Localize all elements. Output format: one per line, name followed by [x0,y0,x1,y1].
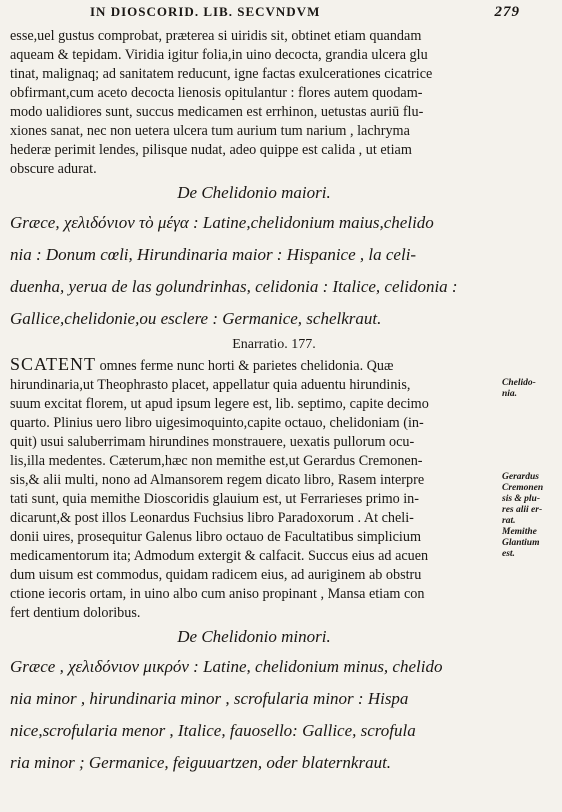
text-line: xiones sanat, nec non uetera ulcera tum aurium tum narium , lachryma [10,123,410,139]
names-line: nice,scrofularia menor , Italice, fauosello: Gallice, scrofula [10,721,416,740]
text-line: tati sunt, quia memithe Dioscoridis glauium est, ut Ferrarieses primo in- [10,491,419,507]
text-line: obfirmant,cum aceto decocta lienosis opitulantur : flores autem quodam- [10,85,423,101]
text-line: quarto. Plinius uero libro uigesimoquinto,capite octauo, chelidoniam (in- [10,415,424,431]
initial-word: SCATENT [10,355,97,374]
text-line: donii uires, prosequitur Galenus libro octauo de Facultatibus simplicium [10,529,421,545]
text-line: dum uisum est commodus, quidam radicem eius, ad auriginem ab obstru [10,567,422,583]
names-block-minori [10,651,498,779]
text-line: quit) usui saluberrimam hirundines monstrauere, uexatis pullorum ocu- [10,434,415,450]
text-line: medicamentorum ita; Admodum extergit & calfacit. Succus eius ad acuen [10,548,429,564]
text-line: dicarunt,& post illos Leonardus Fuchsius libro Paradoxorum . At cheli- [10,510,414,526]
section-heading-maiori: De Chelidonio maiori. [177,183,331,202]
names-block-maiori [10,207,498,335]
paragraph-1 [10,27,498,179]
main-column [10,27,498,779]
text-line: obscure adurat. [10,161,97,177]
text-line: hederæ perimit lendes, pilisque nudat, adeo quippe est calida , ut etiam [10,142,412,158]
text-line: modo ualidiores sunt, succus medicamen est errhinon, uetustas auriū flu- [10,104,424,120]
text-line: sis,& alii multi, nono ad Almansorem regem dicato libro, Rasem interpre [10,472,425,488]
names-line: Græce, χελιδόνιον τὸ μέγα : Latine,chelidonium maius,chelido [10,213,434,232]
section-heading-minori: De Chelidonio minori. [177,627,331,646]
text-line: aqueam & tepidam. Viridia igitur folia,in uino decocta, grandia ulcera glu [10,47,428,63]
first-line-rest: omnes ferme nunc horti & parietes chelidonia. Quæ [96,358,394,374]
margin-note-gerardus: Gerardus Cremonen sis & plu- res alii er- rat. Memithe Glantium est. [502,472,544,559]
text-line: ctione iecoris ortam, in uino albo cum aniso propinant , Mansa etiam con [10,586,425,602]
margin-note-chelidonia: Chelido- nia. [502,378,536,399]
text-line: lis,illa medentes. Cæterum,hæc non memithe est,ut Gerardus Cremonen- [10,453,423,469]
text-line [10,355,498,376]
text-line: esse,uel gustus comprobat, præterea si uiridis sit, obtinet etiam quandam [10,28,422,44]
text-line: hirundinaria,ut Theophrasto placet, appellatur quia aduentu hirundinis, [10,377,411,393]
running-title: IN DIOSCORID. LIB. SECVNDVM [90,4,321,19]
text-line: tinat, malignaq; ad sanitatem reducunt, igne factas exulcerationes cicatrice [10,66,433,82]
names-line: nia : Donum cœli, Hirundinaria maior : Hispanice , la celi- [10,245,417,264]
page-number: 279 [494,4,520,20]
paragraph-2 [10,355,498,623]
names-line: duenha, yerua de las golundrinhas, celidonia : Italice, celidonia : [10,277,458,296]
names-line: ria minor ; Germanice, feiguuartzen, oder blaternkraut. [10,753,392,772]
names-line: Græce , χελιδόνιον μικρόν : Latine, chelidonium minus, chelido [10,657,443,676]
names-line: Gallice,chelidonie,ou esclere : Germanice, schelkraut. [10,309,382,328]
names-line: nia minor , hirundinaria minor , scrofularia minor : Hispa [10,689,409,708]
text-line: fert dentium doloribus. [10,605,141,621]
text-line: suum excitat florem, ut apud ipsum legere est, lib. septimo, capite decimo [10,396,429,412]
enarratio-heading: Enarratio. 177. [232,337,316,352]
